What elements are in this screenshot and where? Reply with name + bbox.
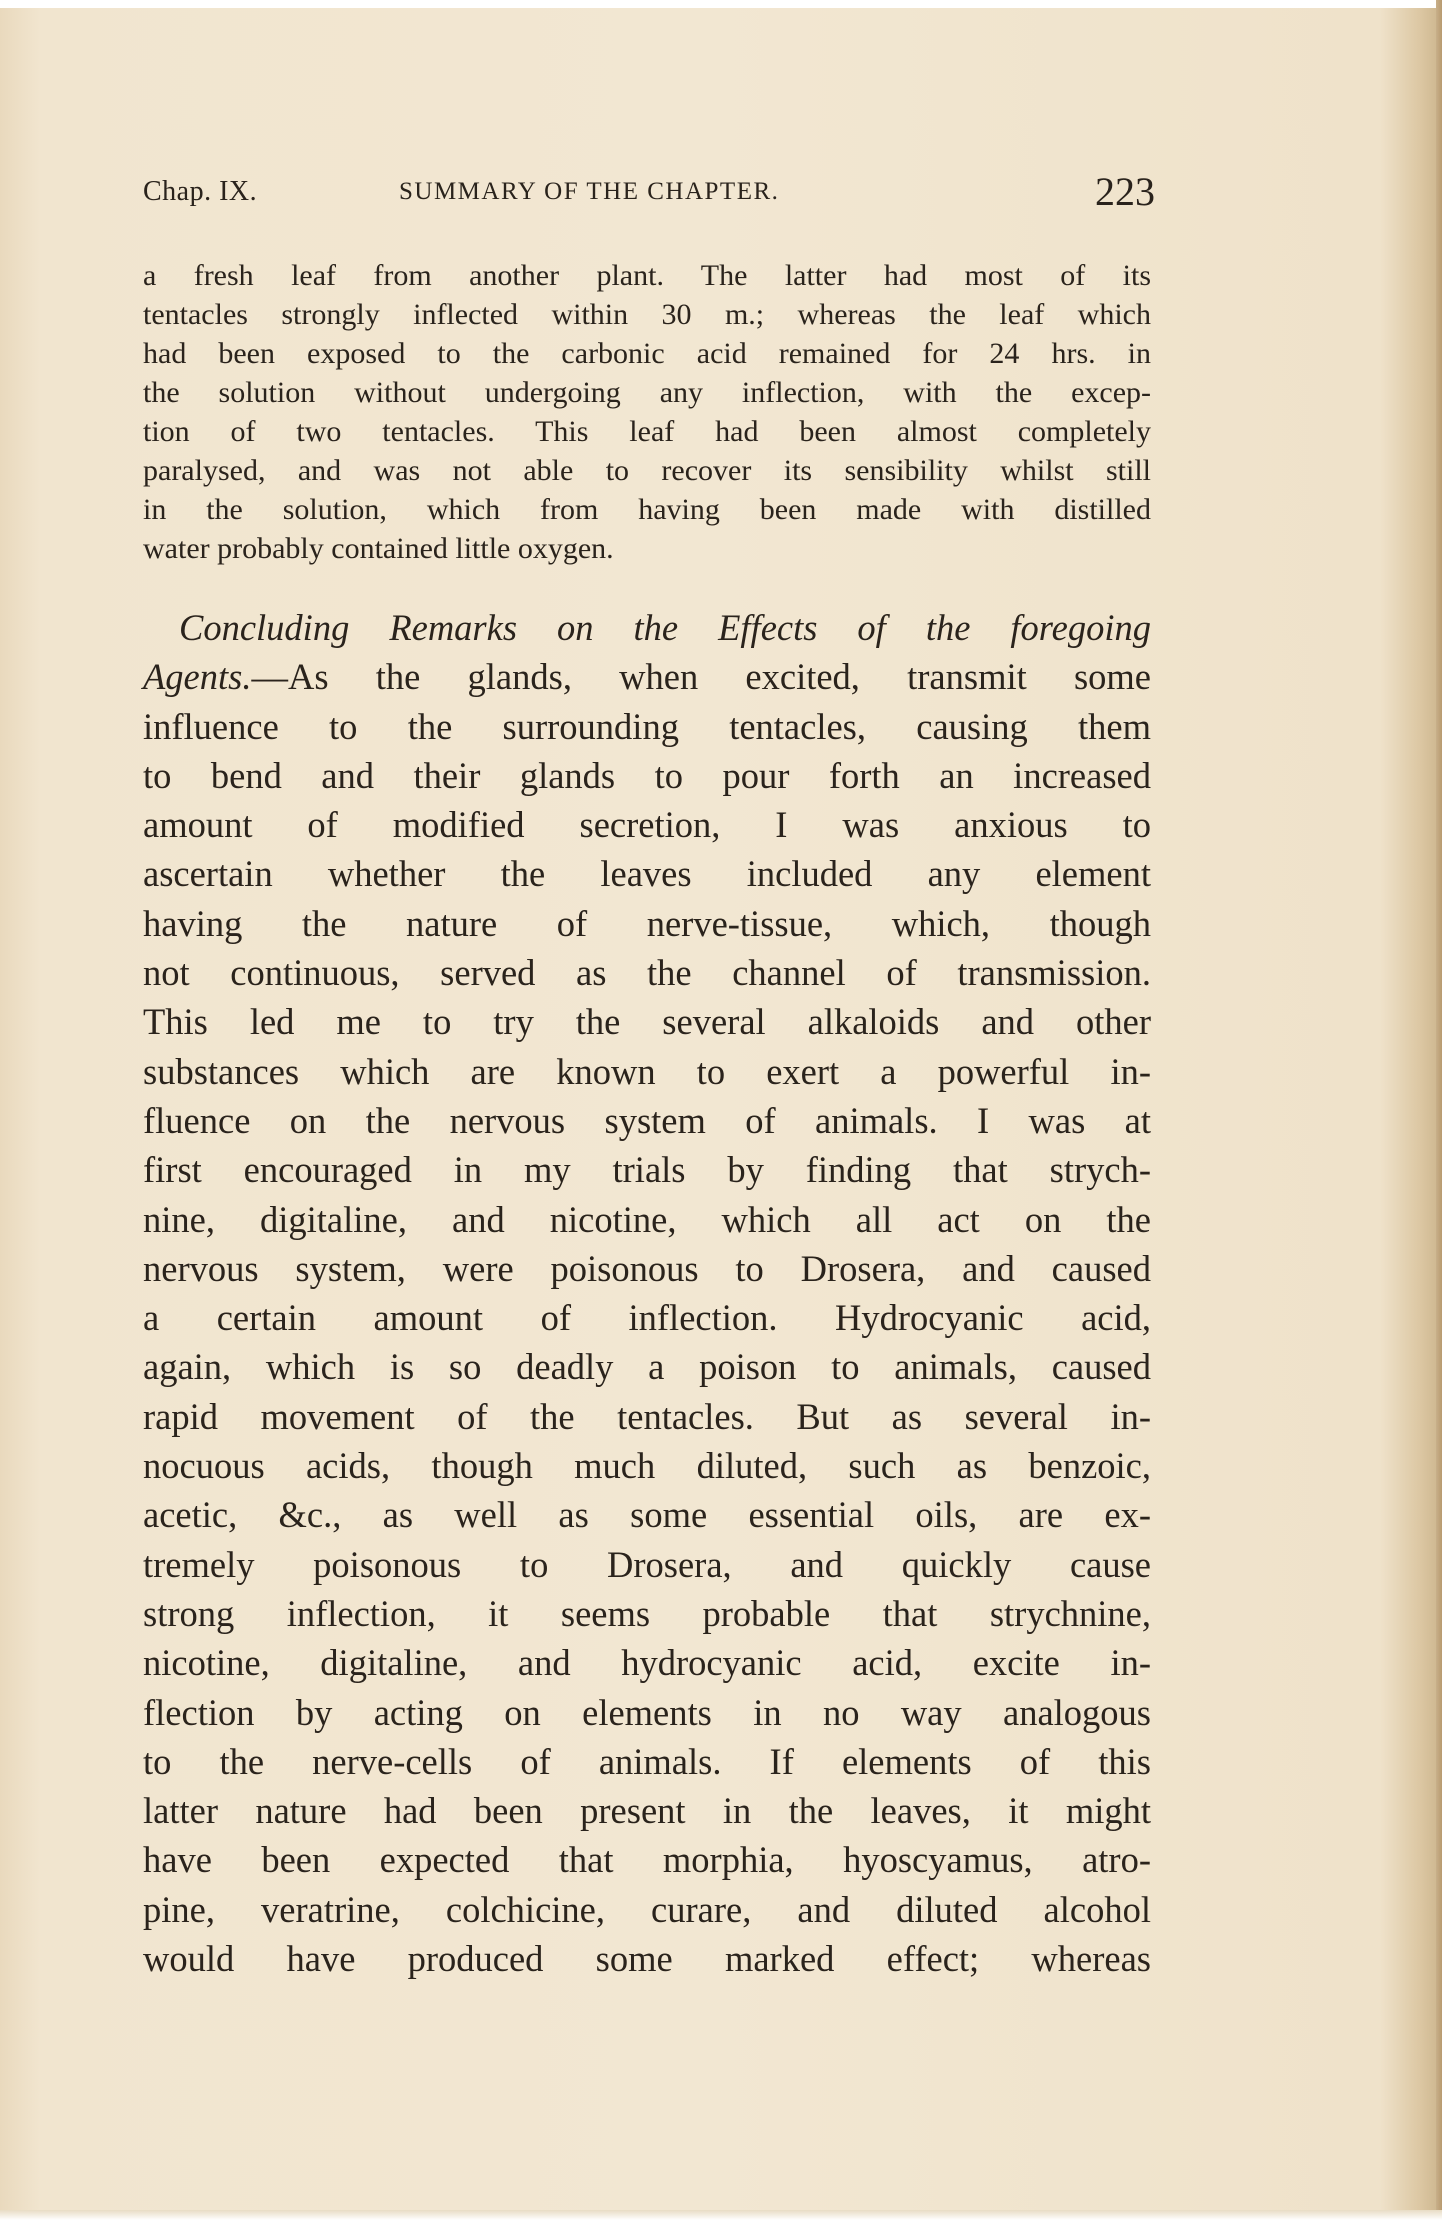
- text-line: to bend and their glands to pour forth an increased: [143, 754, 1151, 796]
- text-line: have been expected that morphia, hyoscyamus, atro-: [143, 1839, 1151, 1881]
- scan-bottom-edge: [0, 2210, 1442, 2220]
- text-line: fluence on the nervous system of animals. I was at: [143, 1099, 1151, 1141]
- page-number: 223: [1095, 169, 1155, 214]
- text-line: flection by acting on elements in no way analogous: [143, 1691, 1151, 1733]
- text-line: a fresh leaf from another plant. The latter had most of its: [143, 259, 1151, 292]
- text-line: not continuous, served as the channel of transmission.: [143, 952, 1151, 994]
- text-line: influence to the surrounding tentacles, causing them: [143, 705, 1151, 747]
- text-line: tremely poisonous to Drosera, and quickly cause: [143, 1543, 1151, 1585]
- text-line: nicotine, digitaline, and hydrocyanic acid, excite in-: [143, 1642, 1151, 1684]
- section-heading: Concluding Remarks on the Effects of the foregoing: [179, 607, 1151, 648]
- text-line: in the solution, which from having been made with distilled: [143, 493, 1151, 526]
- scan-top-edge: [0, 0, 1442, 8]
- text-line: substances which are known to exert a powerful in-: [143, 1050, 1151, 1092]
- section-heading-line: [143, 603, 1151, 652]
- text-line: rapid movement of the tentacles. But as several in-: [143, 1395, 1151, 1437]
- text-line: would have produced some marked effect; whereas: [143, 1938, 1151, 1980]
- page-edge: [1436, 0, 1442, 2220]
- text-line: [143, 652, 1151, 701]
- text-line: tentacles strongly inflected within 30 m.; whereas the leaf which: [143, 298, 1151, 331]
- text-line: latter nature had been present in the leaves, it might: [143, 1790, 1151, 1832]
- running-title: SUMMARY OF THE CHAPTER.: [399, 178, 780, 205]
- text-line: amount of modified secretion, I was anxious to: [143, 804, 1151, 846]
- paragraph-carbonic-acid: [143, 256, 1151, 568]
- text-line: nervous system, were poisonous to Drosera, and caused: [143, 1247, 1151, 1289]
- text-line: acetic, &c., as well as some essential oils, are ex-: [143, 1494, 1151, 1536]
- text-run: —As the glands, when excited, transmit some: [251, 656, 1151, 698]
- paragraph-concluding-remarks: [143, 603, 1151, 1983]
- text-line: pine, veratrine, colchicine, curare, and diluted alcohol: [143, 1888, 1151, 1930]
- text-line: water probably contained little oxygen.: [143, 532, 614, 565]
- running-head: [143, 168, 1155, 218]
- text-line: to the nerve-cells of animals. If elements of this: [143, 1740, 1151, 1782]
- text-line: This led me to try the several alkaloids and other: [143, 1001, 1151, 1043]
- text-line: again, which is so deadly a poison to animals, caused: [143, 1346, 1151, 1388]
- section-heading-end: Agents.: [143, 656, 252, 698]
- text-line: ascertain whether the leaves included any element: [143, 853, 1151, 895]
- text-line: paralysed, and was not able to recover its sensibility whilst still: [143, 454, 1151, 487]
- text-line: the solution without undergoing any inflection, with the excep-: [143, 376, 1151, 409]
- text-line: nocuous acids, though much diluted, such as benzoic,: [143, 1445, 1151, 1487]
- text-line: first encouraged in my trials by finding that strych-: [143, 1149, 1151, 1191]
- text-line: a certain amount of inflection. Hydrocyanic acid,: [143, 1297, 1151, 1339]
- chapter-label: Chap. IX.: [143, 176, 258, 207]
- text-line: tion of two tentacles. This leaf had been almost completely: [143, 415, 1151, 448]
- text-line: having the nature of nerve-tissue, which, though: [143, 902, 1151, 944]
- text-line: nine, digitaline, and nicotine, which all act on the: [143, 1198, 1151, 1240]
- text-line: strong inflection, it seems probable that strychnine,: [143, 1592, 1151, 1634]
- text-line: had been exposed to the carbonic acid remained for 24 hrs. in: [143, 337, 1151, 370]
